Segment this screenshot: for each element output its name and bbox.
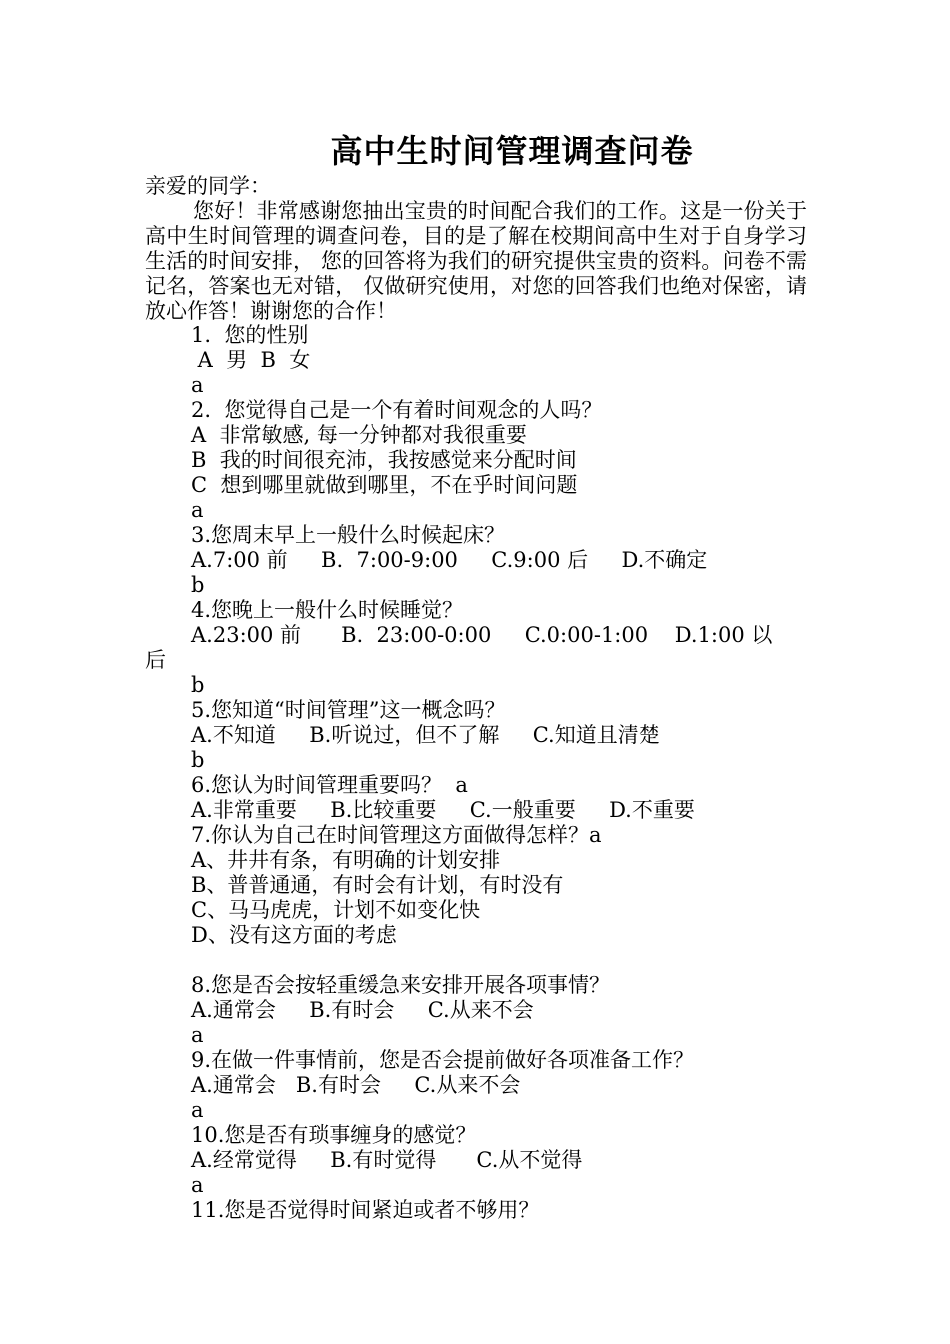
question-1-answer: a <box>191 373 204 397</box>
question-8: 8.您是否会按轻重缓急来安排开展各项事情？ <box>191 973 611 997</box>
question-2-option-b: B 我的时间很充沛，我按感觉来分配时间 <box>191 448 577 472</box>
question-7-option-a: A、井井有条，有明确的计划安排 <box>191 848 501 872</box>
question-10-options: A.经常觉得 B.有时觉得 C.从不觉得 <box>191 1148 583 1172</box>
question-3-options: A.7:00 前 B. 7:00-9:00 C.9:00 后 D.不确定 <box>191 548 708 572</box>
question-10: 10.您是否有琐事缠身的感觉？ <box>191 1123 477 1147</box>
question-3: 3.您周末早上一般什么时候起床？ <box>191 523 506 547</box>
question-8-options: A.通常会 B.有时会 C.从来不会 <box>191 998 534 1022</box>
question-10-answer: a <box>191 1173 204 1197</box>
question-7-option-b: B、普普通通，有时会有计划，有时没有 <box>191 873 564 897</box>
document-title: 高中生时间管理调查问卷 <box>330 132 694 170</box>
question-9: 9.在做一件事情前，您是否会提前做好各项准备工作？ <box>191 1048 695 1072</box>
question-1-options: A 男 B 女 <box>191 348 311 372</box>
question-4-options-continued: 后 <box>145 648 166 672</box>
question-6: 6.您认为时间管理重要吗？ a <box>191 773 468 797</box>
question-9-answer: a <box>191 1098 204 1122</box>
question-2: 2. 您觉得自己是一个有着时间观念的人吗？ <box>191 398 603 422</box>
question-7-option-d: D、没有这方面的考虑 <box>191 923 397 947</box>
question-7-option-c: C、马马虎虎，计划不如变化快 <box>191 898 481 922</box>
question-1: 1. 您的性别 <box>191 323 309 347</box>
question-8-answer: a <box>191 1023 204 1047</box>
question-6-options: A.非常重要 B.比较重要 C.一般重要 D.不重要 <box>191 798 695 822</box>
question-4-answer: b <box>191 673 205 697</box>
intro-paragraph: 您好！非常感谢您抽出宝贵的时间配合我们的工作。这是一份关于高中生时间管理的调查问卷，目的是了解在校期间高中生对于自身学习生活的时间安排， 您的回答将为我们的研究提供宝贵的资料。问卷不需记名，答案也无对错， 仅做研究使用，对您的回答我们也绝对保密，请放心作答！谢谢您的合作！ <box>145 199 807 323</box>
question-11: 11.您是否觉得时间紧迫或者不够用？ <box>191 1198 540 1222</box>
question-7: 7.你认为自己在时间管理这方面做得怎样？a <box>191 823 602 847</box>
question-3-answer: b <box>191 573 205 597</box>
question-4-options: A.23:00 前 B. 23:00-0:00 C.0:00-1:00 D.1:00 以 <box>191 623 773 647</box>
question-2-option-a: A 非常敏感, 每一分钟都对我很重要 <box>191 423 527 447</box>
question-4: 4.您晚上一般什么时候睡觉？ <box>191 598 464 622</box>
question-2-answer: a <box>191 498 204 522</box>
question-5-answer: b <box>191 748 205 772</box>
question-5-options: A.不知道 B.听说过，但不了解 C.知道且清楚 <box>191 723 660 747</box>
question-5: 5.您知道“时间管理”这一概念吗？ <box>191 698 506 722</box>
question-9-options: A.通常会 B.有时会 C.从来不会 <box>191 1073 521 1097</box>
salutation: 亲爱的同学： <box>145 174 271 198</box>
question-2-option-c: C 想到哪里就做到哪里，不在乎时间问题 <box>191 473 578 497</box>
